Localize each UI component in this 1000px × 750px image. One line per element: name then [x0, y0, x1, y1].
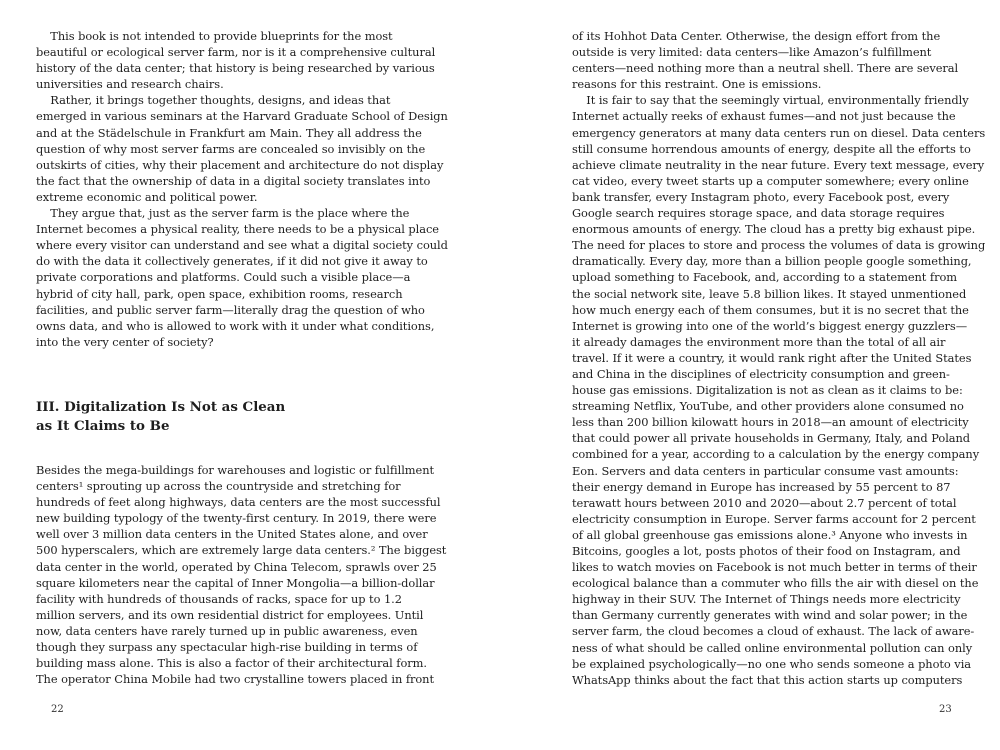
text-line: Internet actually reeks of exhaust fumes—and not just because the: [572, 109, 956, 124]
text-line: Besides the mega-buildings for warehouses and logistic or fulfillment: [36, 463, 435, 477]
text-line: data center in the world, operated by China Telecom, sprawls over 25: [36, 559, 437, 574]
text-line: hybrid of city hall, park, open space, exhibition rooms, research: [36, 286, 403, 301]
text-line: be explained psychologically—no one who sends someone a photo via: [572, 656, 972, 671]
text-line: hundreds of feet along highways, data centers are the most successful: [36, 495, 441, 510]
text-line: million servers, and its own residential district for employees. Until: [36, 607, 424, 622]
text-line: and at the Städelschule in Frankfurt am Main. They all address the: [36, 125, 422, 140]
text-line: facilities, and public server farm—literally drag the question of who: [36, 302, 425, 317]
text-line: it already damages the environment more than the total of all air: [572, 334, 946, 349]
text-line: terawatt hours between 2010 and 2020—about 2.7 percent of total: [572, 495, 957, 510]
text-line: Eon. Servers and data centers in particular consume vast amounts:: [572, 463, 959, 478]
text-line: enormous amounts of energy. The cloud has a pretty big exhaust pipe.: [572, 222, 976, 237]
intro-text: [36, 28, 448, 350]
text-line: less than 200 billion kilowatt hours in 2018—an amount of electricity: [572, 415, 969, 430]
text-line: how much energy each of them consumes, but it is no secret that the: [572, 302, 969, 317]
text-line: the fact that the ownership of data in a digital society translates into: [36, 173, 431, 188]
text-line: They argue that, just as the server farm is the place where the: [36, 206, 410, 221]
text-line: Google search requires storage space, and data storage requires: [572, 206, 945, 221]
text-line: square kilometers near the capital of Inner Mongolia—a billion-dollar: [36, 575, 435, 590]
text-line: ness of what should be called online environmental pollution can only: [572, 640, 973, 655]
text-line: travel. If it were a country, it would rank right after the United States: [572, 350, 972, 365]
text-line: of all global greenhouse gas emissions alone.³ Anyone who invests in: [572, 527, 968, 542]
text-line: and China in the disciplines of electricity consumption and green-: [572, 366, 950, 381]
text-line: facility with hundreds of thousands of racks, space for up to 1.2: [36, 591, 402, 606]
text-line: dramatically. Every day, more than a billion people google something,: [572, 254, 972, 269]
text-line: The need for places to store and process the volumes of data is growing: [572, 238, 986, 253]
text-line: Internet is growing into one of the world’s biggest energy guzzlers—: [572, 318, 968, 333]
text-line: universities and research chairs.: [36, 77, 224, 92]
text-line: owns data, and who is allowed to work with it under what conditions,: [36, 318, 435, 333]
text-line: house gas emissions. Digitalization is not as clean as it claims to be:: [572, 383, 963, 398]
heading-line: III. Digitalization Is Not as Clean: [36, 399, 286, 415]
text-line: highway in their SUV. The Internet of Things needs more electricity: [572, 592, 961, 607]
page-number-left: 22: [51, 704, 64, 715]
text-line: building mass alone. This is also a factor of their architectural form.: [36, 656, 427, 671]
text-line: emerged in various seminars at the Harvard Graduate School of Design: [36, 109, 448, 124]
text-line: This book is not intended to provide blueprints for the most: [36, 29, 393, 43]
text-line: into the very center of society?: [36, 334, 214, 349]
text-line: though they surpass any spectacular high-rise building in terms of: [36, 640, 418, 655]
text-line: emergency generators at many data centers run on diesel. Data centers: [572, 125, 986, 140]
text-line: history of the data center; that history is being researched by various: [36, 61, 435, 76]
text-line: question of why most server farms are concealed so invisibly on the: [36, 141, 426, 156]
text-line: electricity consumption in Europe. Server farms account for 2 percent: [572, 511, 976, 526]
text-line: reasons for this restraint. One is emissions.: [572, 77, 822, 92]
section-heading: [36, 398, 336, 436]
text-line: centers¹ sprouting up across the countryside and stretching for: [36, 479, 401, 494]
text-line: centers—need nothing more than a neutral shell. There are several: [572, 61, 959, 76]
text-line: Internet becomes a physical reality, there needs to be a physical place: [36, 222, 439, 237]
section-text: [36, 462, 447, 687]
text-line: combined for a year, according to a calculation by the energy company: [572, 447, 980, 462]
text-line: now, data centers have rarely turned up in public awareness, even: [36, 623, 418, 638]
text-line: their energy demand in Europe has increased by 55 percent to 87: [572, 479, 951, 494]
text-line: server farm, the cloud becomes a cloud of exhaust. The lack of aware-: [572, 624, 975, 639]
text-line: upload something to Facebook, and, according to a statement from: [572, 270, 958, 285]
text-line: than Germany currently generates with wind and solar power; in the: [572, 608, 968, 623]
text-line: Bitcoins, googles a lot, posts photos of their food on Instagram, and: [572, 544, 961, 558]
text-line: well over 3 million data centers in the United States alone, and over: [36, 527, 428, 542]
right-page: [500, 0, 1000, 750]
text-line: private corporations and platforms. Could such a visible place—a: [36, 270, 411, 285]
text-line: Rather, it brings together thoughts, designs, and ideas that: [36, 93, 391, 108]
text-line: beautiful or ecological server farm, nor is it a comprehensive cultural: [36, 45, 436, 60]
page-number-right: 23: [939, 704, 952, 715]
text-line: 500 hyperscalers, which are extremely large data centers.² The biggest: [36, 543, 447, 558]
text-line: WhatsApp thinks about the fact that this action starts up computers: [572, 672, 963, 687]
text-line: ecological balance than a commuter who fills the air with diesel on the: [572, 576, 979, 591]
body-text: [572, 28, 986, 688]
text-line: still consume horrendous amounts of energy, despite all the efforts to: [572, 141, 971, 156]
text-line: bank transfer, every Instagram photo, every Facebook post, every: [572, 189, 950, 204]
text-line: new building typology of the twenty-first century. In 2019, there were: [36, 511, 437, 526]
text-line: cat video, every tweet starts up a computer somewhere; every online: [572, 173, 969, 188]
text-line: of its Hohhot Data Center. Otherwise, the design effort from the: [572, 29, 941, 43]
text-line: The operator China Mobile had two crystalline towers placed in front: [36, 672, 434, 687]
text-line: the social network site, leave 5.8 billion likes. It stayed unmentioned: [572, 286, 967, 301]
heading-line: as It Claims to Be: [36, 418, 170, 434]
text-line: likes to watch movies on Facebook is not much better in terms of their: [572, 560, 977, 575]
text-line: that could power all private households in Germany, Italy, and Poland: [572, 431, 971, 446]
text-line: do with the data it collectively generates, if it did not give it away to: [36, 254, 428, 269]
text-line: streaming Netflix, YouTube, and other providers alone consumed no: [572, 399, 964, 414]
text-line: where every visitor can understand and see what a digital society could: [36, 238, 448, 253]
text-line: extreme economic and political power.: [36, 189, 258, 204]
text-line: outskirts of cities, why their placement and architecture do not display: [36, 157, 444, 172]
text-line: outside is very limited: data centers—like Amazon’s fulfillment: [572, 45, 932, 60]
text-line: achieve climate neutrality in the near future. Every text message, every: [572, 157, 985, 172]
text-line: It is fair to say that the seemingly virtual, environmentally friendly: [572, 93, 969, 108]
